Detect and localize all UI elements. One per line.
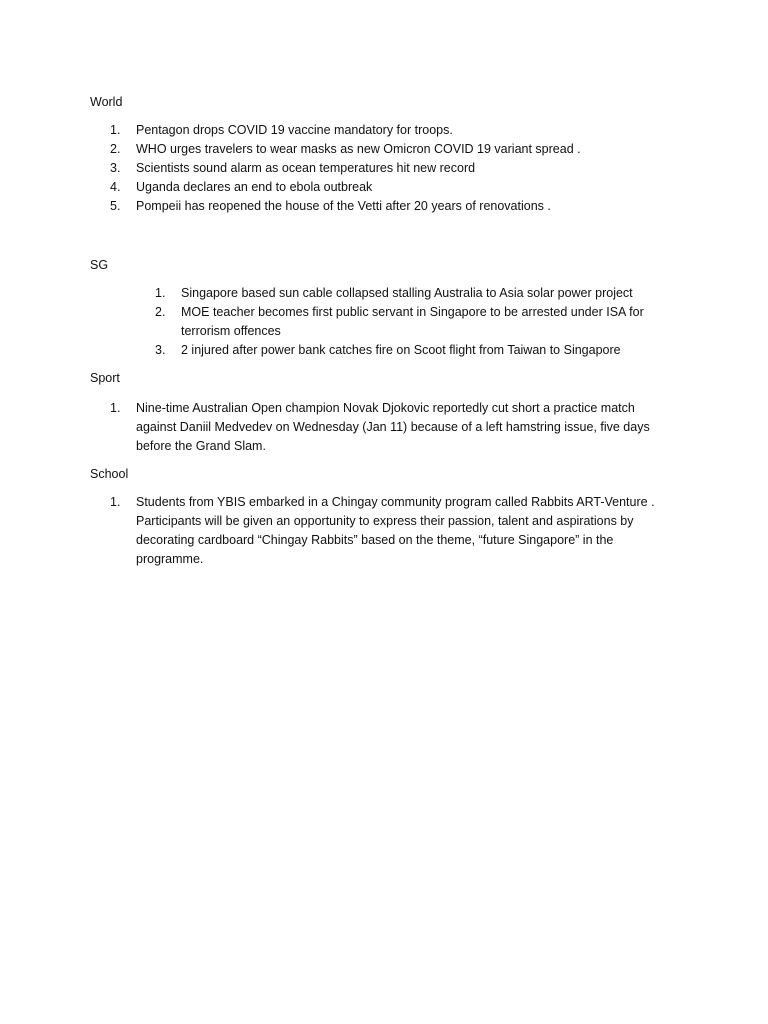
list-number: 1. <box>110 401 121 415</box>
list-number: 3. <box>110 161 121 175</box>
list-number: 4. <box>110 180 121 194</box>
list-item-text: Pentagon drops COVID 19 vaccine mandatory for troops. <box>136 123 453 137</box>
list-number: 2. <box>110 142 121 156</box>
list-item <box>110 197 736 216</box>
sg-news-list <box>155 284 671 360</box>
list-number: 2. <box>155 305 166 319</box>
list-item-text: Nine-time Australian Open champion Novak Djokovic reportedly cut short a practice match against Daniil Medvedev on Wednesday (Jan 11) because of a left hamstring issue, five days before the Grand Slam. <box>136 401 650 453</box>
list-item <box>110 159 736 178</box>
list-item-text: WHO urges travelers to wear masks as new Omicron COVID 19 variant spread . <box>136 142 581 156</box>
list-number: 1. <box>155 286 166 300</box>
list-item <box>110 399 656 456</box>
sport-news-list <box>110 399 656 456</box>
section-heading-sg: SG <box>90 258 109 272</box>
list-item-text: Singapore based sun cable collapsed stalling Australia to Asia solar power project <box>181 286 633 300</box>
list-item <box>110 121 736 140</box>
section-heading-sport: Sport <box>90 371 120 385</box>
list-item-text: Students from YBIS embarked in a Chingay community program called Rabbits ART-Venture . Participants will be given an opportunity to express their passion, talent and aspirations by decorating cardboard “Chingay Rabbits” based on the theme, “future Singapore” in the programme. <box>136 495 655 566</box>
list-item-text: 2 injured after power bank catches fire on Scoot flight from Taiwan to Singapore <box>181 343 621 357</box>
list-number: 1. <box>110 123 121 137</box>
list-number: 1. <box>110 495 121 509</box>
section-heading-school: School <box>90 467 129 481</box>
list-item <box>155 303 671 341</box>
list-item-text: Pompeii has reopened the house of the Vetti after 20 years of renovations . <box>136 199 551 213</box>
list-item <box>155 341 671 360</box>
list-item <box>155 284 671 303</box>
section-heading-world: World <box>90 95 123 109</box>
list-item-text: MOE teacher becomes first public servant in Singapore to be arrested under ISA for terrorism offences <box>181 305 644 338</box>
list-number: 5. <box>110 199 121 213</box>
list-number: 3. <box>155 343 166 357</box>
school-news-list <box>110 493 656 569</box>
list-item-text: Uganda declares an end to ebola outbreak <box>136 180 373 194</box>
list-item <box>110 140 736 159</box>
list-item <box>110 493 656 569</box>
world-news-list <box>110 121 736 216</box>
list-item <box>110 178 736 197</box>
list-item-text: Scientists sound alarm as ocean temperatures hit new record <box>136 161 476 175</box>
